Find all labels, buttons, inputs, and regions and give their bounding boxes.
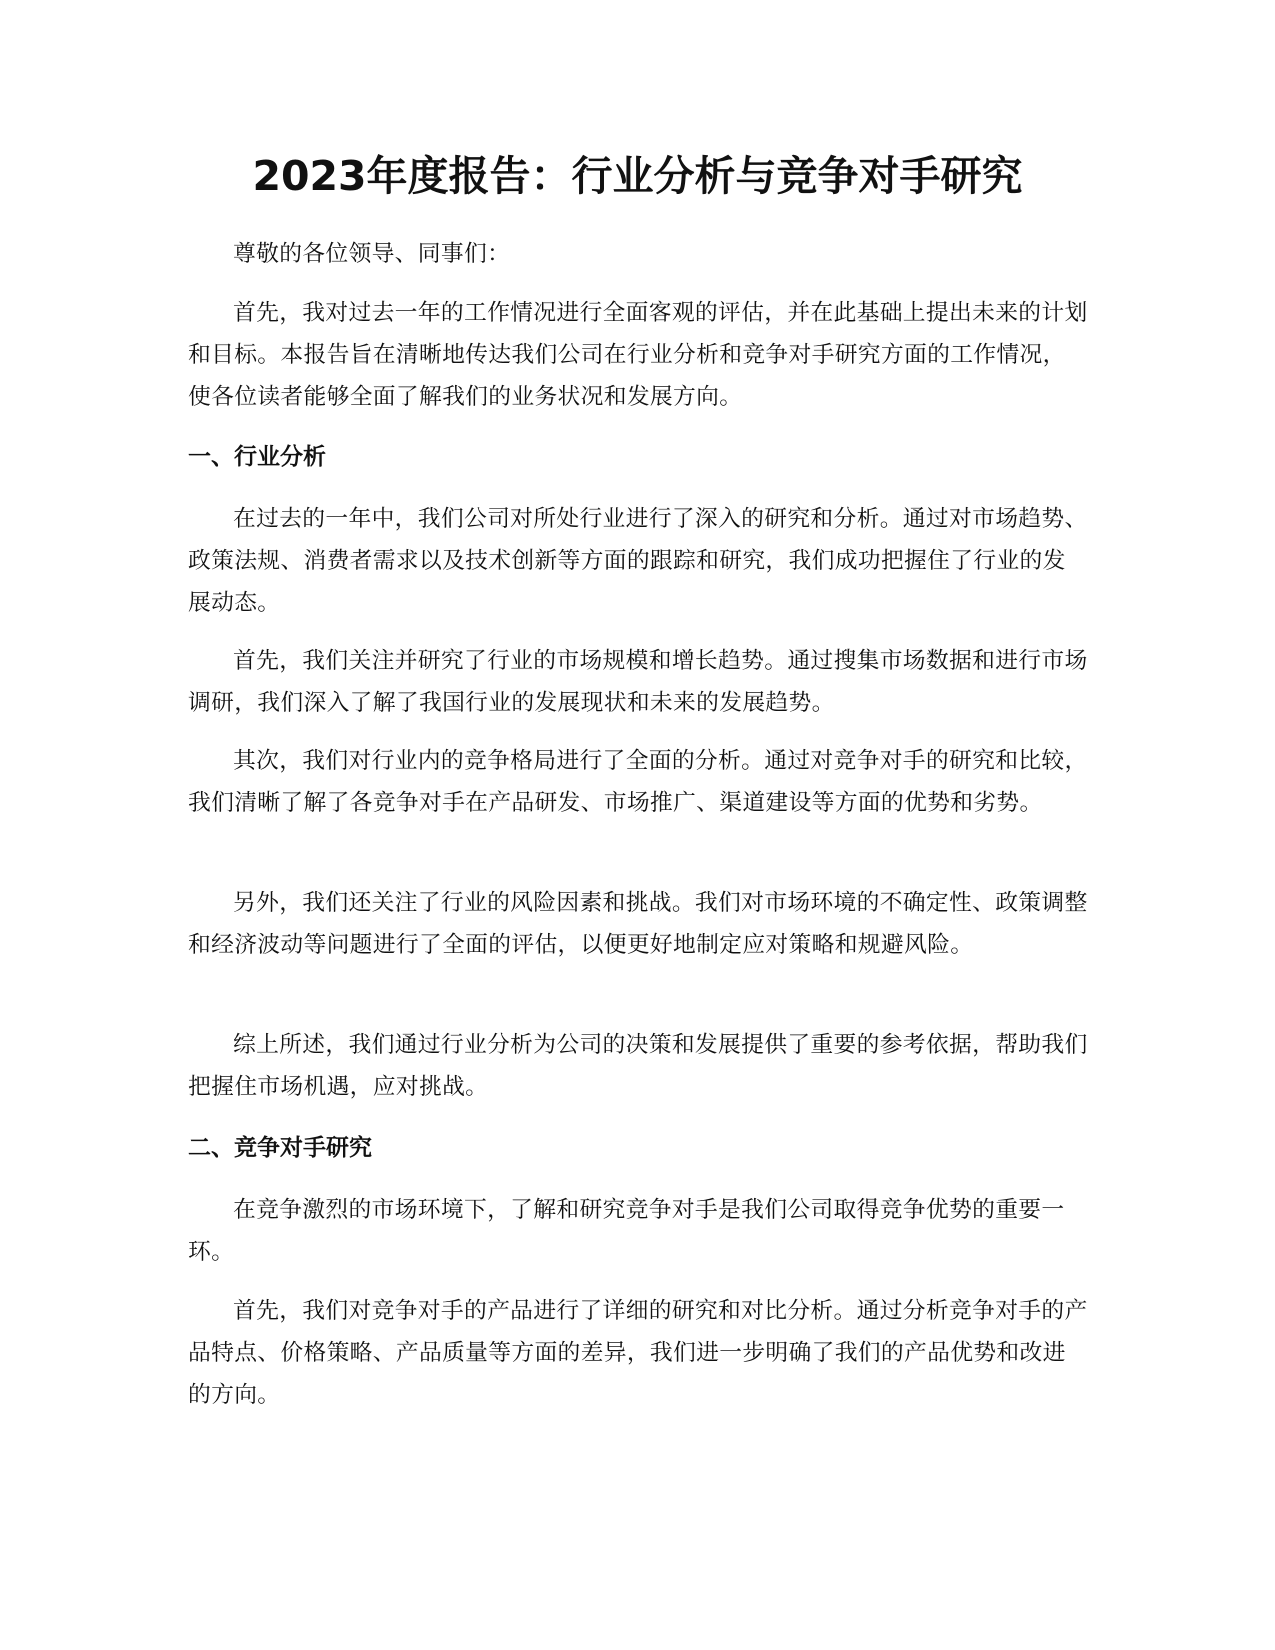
section-heading-competitor-research: 二、竞争对手研究 [188, 1135, 372, 1161]
paragraph: 其次，我们对行业内的竞争格局进行了全面的分析。通过对竞争对手的研究和比较，我们清晰了解了各竞争对手在产品研发、市场推广、渠道建设等方面的优势和劣势。 [188, 748, 1088, 816]
paragraph: 首先，我们关注并研究了行业的市场规模和增长趋势。通过搜集市场数据和进行市场调研，我们深入了解了我国行业的发展现状和未来的发展趋势。 [188, 648, 1088, 716]
document-title: 2023年度报告：行业分析与竞争对手研究 [252, 152, 1023, 200]
paragraph: 另外，我们还关注了行业的风险因素和挑战。我们对市场环境的不确定性、政策调整和经济波动等问题进行了全面的评估，以便更好地制定应对策略和规避风险。 [188, 890, 1088, 958]
section-heading-industry-analysis: 一、行业分析 [188, 444, 326, 470]
paragraph: 综上所述，我们通过行业分析为公司的决策和发展提供了重要的参考依据，帮助我们把握住市场机遇，应对挑战。 [188, 1032, 1088, 1100]
paragraph: 在竞争激烈的市场环境下，了解和研究竞争对手是我们公司取得竞争优势的重要一环。 [188, 1197, 1065, 1265]
greeting-paragraph: 尊敬的各位领导、同事们： [233, 241, 511, 267]
paragraph: 首先，我们对竞争对手的产品进行了详细的研究和对比分析。通过分析竞争对手的产品特点、价格策略、产品质量等方面的差异，我们进一步明确了我们的产品优势和改进的方向。 [188, 1298, 1088, 1408]
paragraph: 在过去的一年中，我们公司对所处行业进行了深入的研究和分析。通过对市场趋势、政策法规、消费者需求以及技术创新等方面的跟踪和研究，我们成功把握住了行业的发展动态。 [188, 506, 1088, 616]
intro-paragraph: 首先，我对过去一年的工作情况进行全面客观的评估，并在此基础上提出未来的计划和目标。本报告旨在清晰地传达我们公司在行业分析和竞争对手研究方面的工作情况，使各位读者能够全面了解我们的业务状况和发展方向。 [188, 300, 1088, 410]
